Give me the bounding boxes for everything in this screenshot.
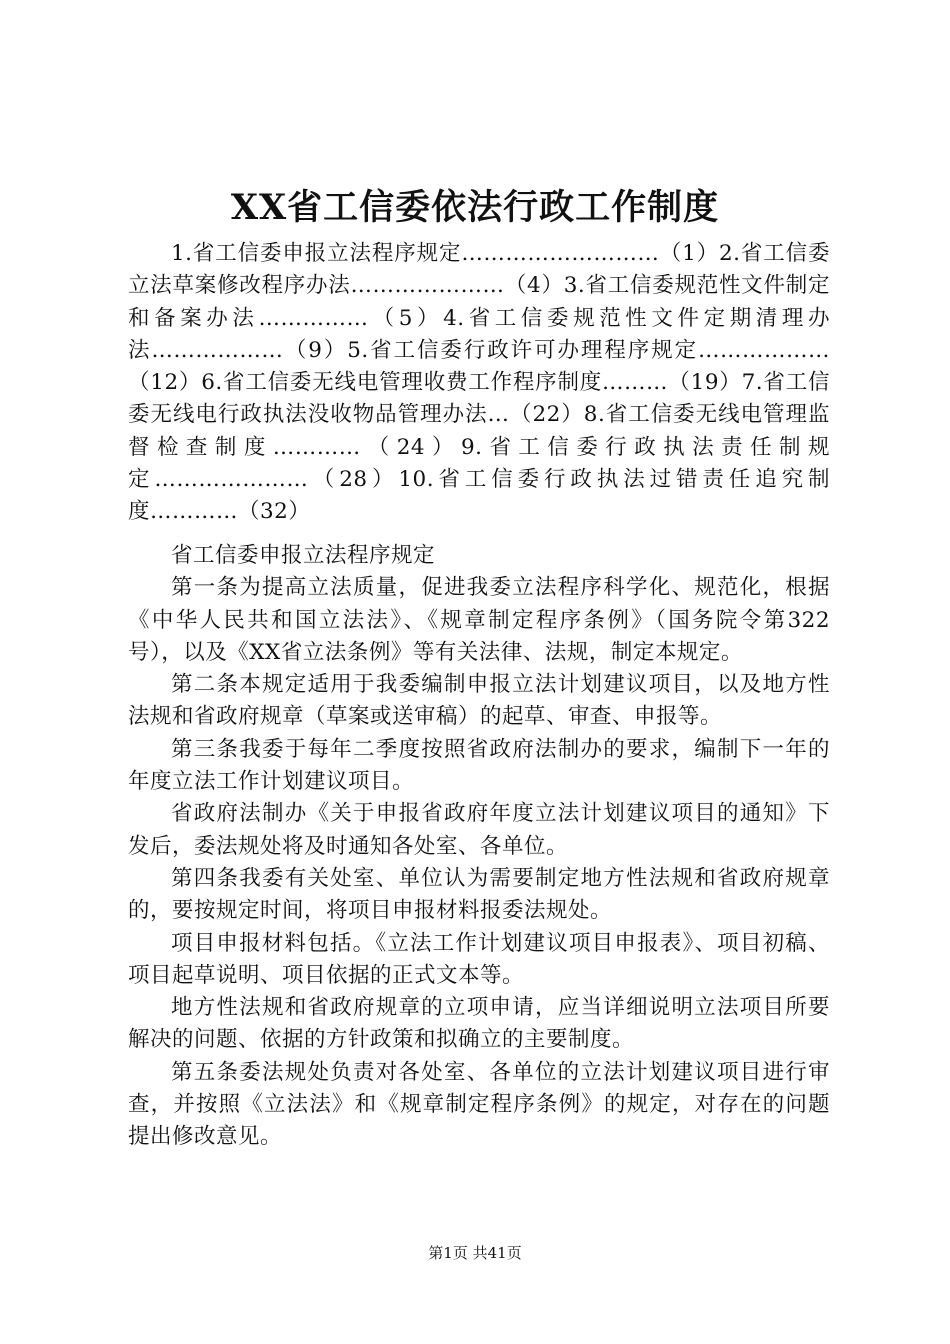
page-footer: 第1页 共41页 — [428, 1244, 522, 1262]
body-paragraph: 项目申报材料包括。《立法工作计划建议项目申报表》、项目初稿、项目起草说明、项目依据的正式文本等。 — [128, 930, 830, 988]
body-paragraph: 第四条我委有关处室、单位认为需要制定地方性法规和省政府规章的，要按规定时间，将项目申报材料报委法规处。 — [128, 865, 830, 924]
section-heading: 省工信委申报立法程序规定 — [171, 543, 436, 568]
body-paragraph: 第三条我委于每年二季度按照省政府法制办的要求，编制下一年的年度立法工作计划建议项目。 — [128, 736, 830, 795]
body-paragraph: 省政府法制办《关于申报省政府年度立法计划建议项目的通知》下发后，委法规处将及时通知各处室、各单位。 — [128, 801, 830, 859]
toc-paragraph: 1.省工信委申报立法程序规定………………………（1）2.省工信委立法草案修改程序办法…………………（4）3.省工信委规范性文件制定和备案办法……………（5）4.省工信委规范性文件定期清理办法………………（9）5.省工信委行政许可办理程序规定………………（12）6.省工信委无线电管理收费工作程序制度………（19）7.省工信委无线电行政执法没收物品管理办法…（22）8.省工信委无线电管理监督检查制度…………（24）9.省工信委行政执法责任制规定…………………（28）10.省工信委行政执法过错责任追究制度…………（32） — [128, 241, 830, 525]
document-body — [128, 540, 830, 1154]
table-of-contents — [128, 238, 830, 529]
body-paragraph: 第五条委法规处负责对各处室、各单位的立法计划建议项目进行审查，并按照《立法法》和《规章制定程序条例》的规定，对存在的问题提出修改意见。 — [128, 1059, 830, 1150]
document-title: XX省工信委依法行政工作制度 — [230, 187, 720, 228]
body-paragraph: 地方性法规和省政府规章的立项申请，应当详细说明立法项目所要解决的问题、依据的方针政策和拟确立的主要制度。 — [128, 995, 830, 1053]
body-paragraph: 第二条本规定适用于我委编制申报立法计划建议项目，以及地方性法规和省政府规章（草案或送审稿）的起草、审查、申报等。 — [128, 672, 830, 730]
body-paragraph: 第一条为提高立法质量，促进我委立法程序科学化、规范化，根据《中华人民共和国立法法》、《规章制定程序条例》（国务院令第322号），以及《XX省立法条例》等有关法律、法规，制定本规定。 — [128, 575, 830, 665]
